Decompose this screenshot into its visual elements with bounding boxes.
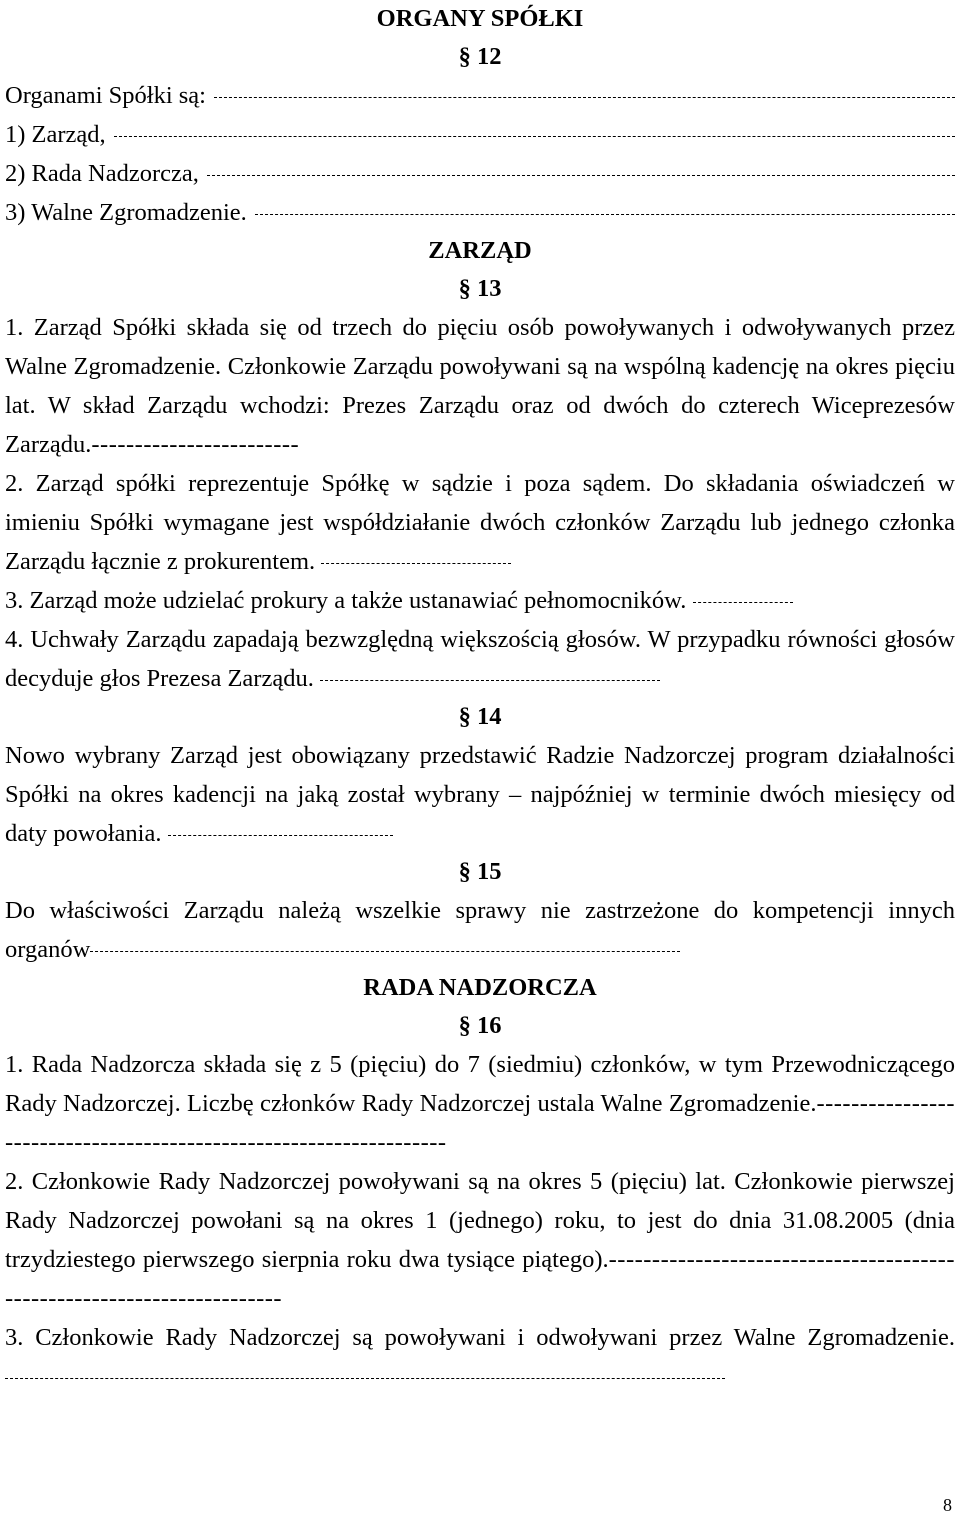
dash-filler [321,563,511,564]
p14-text-block [5,736,955,853]
p16-point-1 [5,1045,955,1162]
p16-point-1-text: 1. Rada Nadzorcza składa się z 5 (pięciu) do 7 (siedmiu) członków, w tym Przewodniczącego Rady Nadzorczej. Liczbę członków Rady Nadzorczej ustala Walne Zgromadzenie. [5,1051,955,1117]
p16-point-3 [5,1318,955,1396]
dash-filler [207,175,955,176]
p12-intro: Organami Spółki są: [5,82,206,109]
p13-point-3 [5,581,955,620]
p13-point-4-text: 4. Uchwały Zarządu zapadają bezwzględną większością głosów. W przypadku równości głosów decyduje głos Prezesa Zarządu. [5,626,955,692]
p12-item-line [5,115,955,154]
dash-filler [320,680,660,681]
dash-filler [214,97,955,98]
p13-point-1-hyphens: ------------------------ [91,431,300,458]
p13-point-2-text: 2. Zarząd spółki reprezentuje Spółkę w sądzie i poza sądem. Do składania oświadczeń w imieniu Spółki wymagane jest współdziałanie dwóch członków Zarządu lub jednego członka Zarządu łącznie z prokurentem. [5,470,955,575]
p12-item-line [5,154,955,193]
p12-item-2: 2) Rada Nadzorcza, [5,160,199,187]
dash-filler [168,835,393,836]
p12-item-line [5,193,955,232]
dash-filler [693,602,793,603]
paragraph-number-14: § 14 [458,703,502,730]
p13-point-4 [5,620,955,698]
dash-filler [5,1378,725,1379]
p13-point-1 [5,308,955,464]
p12-item-3: 3) Walne Zgromadzenie. [5,199,247,226]
p16-point-2-hyphens: ------------------------------------------------------------------------ [5,1246,955,1312]
dash-filler [114,136,955,137]
p14-text: Nowo wybrany Zarząd jest obowiązany przedstawić Radzie Nadzorczej program działalności Spółki na okres kadencji na jaką został wybrany – najpóźniej w terminie dwóch miesięcy od daty powołania. [5,742,955,847]
p16-point-2-text: 2. Członkowie Rady Nadzorczej powoływani są na okres 5 (pięciu) lat. Członkowie pierwszej Rady Nadzorczej powołani są na okres 1 (jednego) roku, to jest do dnia 31.08.2005 (dnia trzydziestego pierwszego sierpnia roku dwa tysiące piątego). [5,1168,955,1273]
dash-filler [255,214,955,215]
paragraph-number-16: § 16 [458,1012,502,1039]
p13-point-3-text: 3. Zarząd może udzielać prokury a także ustanawiać pełnomocników. [5,587,687,614]
paragraph-number-15: § 15 [458,858,502,885]
p16-point-1-hyphens: ------------------------------------------------------------------- [5,1090,955,1156]
p12-intro-line [5,76,955,115]
document-page [5,0,955,1396]
p12-item-1: 1) Zarząd, [5,121,106,148]
p15-text: Do właściwości Zarządu należą wszelkie sprawy nie zastrzeżone do kompetencji innych organów [5,897,955,963]
section-title-rada: RADA NADZORCZA [363,974,597,1001]
p15-text-block [5,891,955,969]
p16-point-3-text: 3. Członkowie Rady Nadzorczej są powoływani i odwoływani przez Walne Zgromadzenie. [5,1324,955,1351]
paragraph-number-13: § 13 [458,275,502,302]
section-title-organy: ORGANY SPÓŁKI [376,5,584,32]
p16-point-2 [5,1162,955,1318]
paragraph-number-12: § 12 [458,43,502,70]
dash-filler [90,951,680,952]
section-title-zarzad: ZARZĄD [428,237,532,264]
page-number: 8 [943,1495,952,1515]
p13-point-2 [5,464,955,581]
p13-point-1-text: 1. Zarząd Spółki składa się od trzech do pięciu osób powoływanych i odwoływanych przez Walne Zgromadzenie. Członkowie Zarządu powoływani są na wspólną kadencję na okres pięciu lat. W skład Zarządu wchodzi: Prezes Zarządu oraz od dwóch do czterech Wiceprezesów Zarządu. [5,314,955,458]
